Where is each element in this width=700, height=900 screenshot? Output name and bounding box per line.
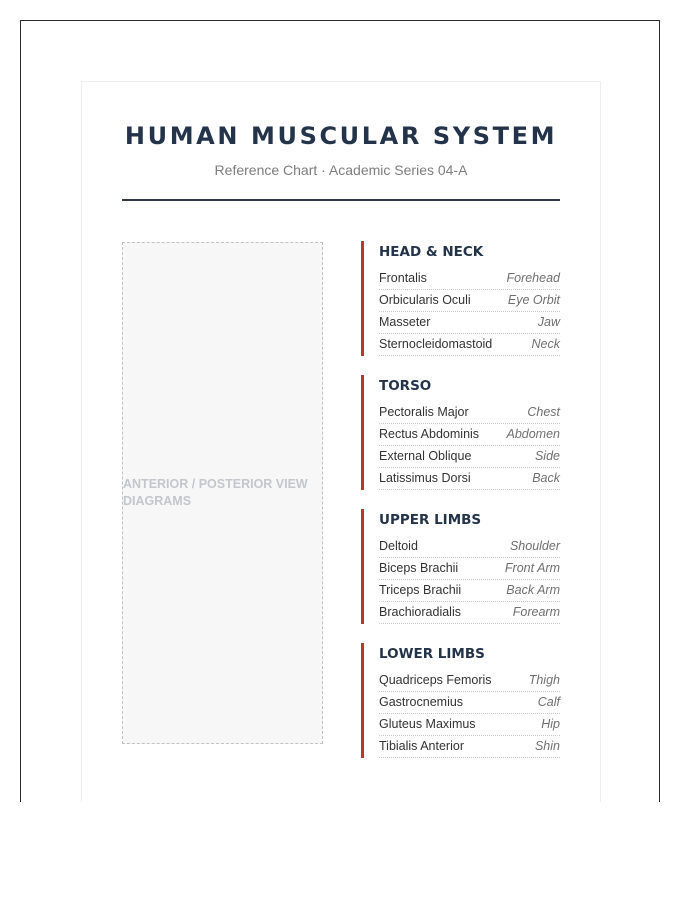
muscle-row xyxy=(379,334,560,356)
page-subtitle: Reference Chart · Academic Series 04-A xyxy=(214,162,468,178)
muscle-row xyxy=(379,290,560,312)
section-head-neck xyxy=(361,241,560,356)
muscle-row xyxy=(379,402,560,424)
muscle-region: Calf xyxy=(537,695,560,709)
muscle-row xyxy=(379,736,560,758)
muscle-name: Deltoid xyxy=(379,539,418,553)
muscle-region: Forehead xyxy=(506,271,560,285)
muscle-row xyxy=(379,468,560,490)
section-torso xyxy=(361,375,560,490)
muscle-region: Side xyxy=(534,449,560,463)
muscle-row xyxy=(379,268,560,290)
muscle-name: Latissimus Dorsi xyxy=(379,471,471,485)
muscle-name: Gluteus Maximus xyxy=(379,717,476,731)
muscle-region: Chest xyxy=(527,405,560,419)
muscle-row xyxy=(379,424,560,446)
muscle-name: Gastrocnemius xyxy=(379,695,464,709)
muscle-row xyxy=(379,558,560,580)
diagram-placeholder-label: ANTERIOR / POSTERIOR VIEW DIAGRAMS xyxy=(123,477,308,508)
page-title: HUMAN MUSCULAR SYSTEM xyxy=(124,122,558,150)
muscle-row xyxy=(379,714,560,736)
muscle-region: Forearm xyxy=(512,605,560,619)
muscle-region: Shin xyxy=(534,739,560,753)
section-upper-limbs xyxy=(361,509,560,624)
muscle-row xyxy=(379,312,560,334)
muscle-name: Biceps Brachii xyxy=(379,561,459,575)
muscle-region: Jaw xyxy=(537,315,560,329)
section-lower-limbs xyxy=(361,643,560,758)
muscle-name: Orbicularis Oculi xyxy=(379,293,471,307)
muscle-name: Masseter xyxy=(379,315,431,329)
muscle-row xyxy=(379,692,560,714)
muscle-region: Hip xyxy=(541,717,560,731)
section-title: UPPER LIMBS xyxy=(379,512,482,528)
muscle-row xyxy=(379,536,560,558)
muscle-row xyxy=(379,446,560,468)
diagram-placeholder xyxy=(122,242,323,744)
muscle-region: Back xyxy=(532,471,560,485)
muscle-name: Brachioradialis xyxy=(379,605,461,619)
muscle-name: External Oblique xyxy=(379,449,472,463)
section-title: TORSO xyxy=(379,378,432,394)
section-title: HEAD & NECK xyxy=(379,244,484,260)
muscle-name: Frontalis xyxy=(379,271,427,285)
muscle-region: Thigh xyxy=(528,673,560,687)
muscle-row xyxy=(379,580,560,602)
muscle-region: Abdomen xyxy=(506,427,560,441)
muscle-region: Neck xyxy=(531,337,560,351)
muscle-region: Shoulder xyxy=(509,539,560,553)
muscle-name: Triceps Brachii xyxy=(379,583,462,597)
muscle-region: Back Arm xyxy=(506,583,560,597)
muscle-region: Eye Orbit xyxy=(507,293,560,307)
muscle-row xyxy=(379,670,560,692)
muscle-sections xyxy=(361,241,560,777)
muscle-name: Pectoralis Major xyxy=(379,405,469,419)
muscle-name: Tibialis Anterior xyxy=(379,739,464,753)
muscle-row xyxy=(379,602,560,624)
muscle-name: Rectus Abdominis xyxy=(379,427,480,441)
section-title: LOWER LIMBS xyxy=(379,646,485,662)
muscle-name: Sternocleidomastoid xyxy=(379,337,493,351)
title-divider xyxy=(122,199,560,201)
muscle-region: Front Arm xyxy=(504,561,560,575)
muscle-name: Quadriceps Femoris xyxy=(379,673,492,687)
